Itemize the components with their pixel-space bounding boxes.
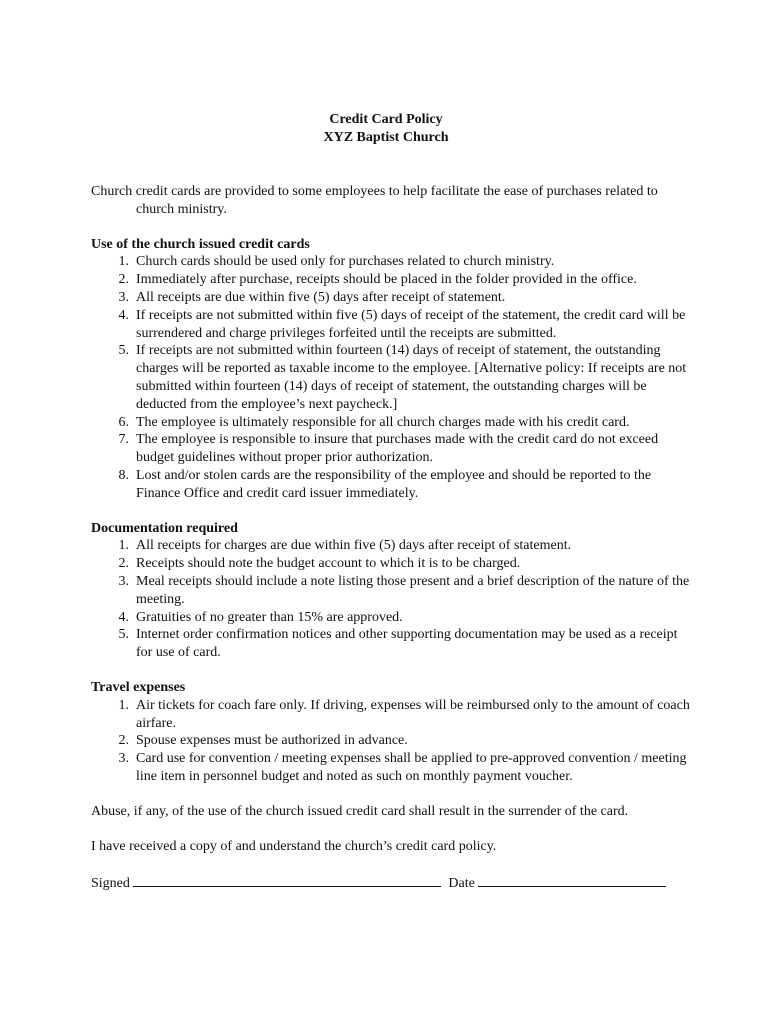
list-item: 6. The employee is ultimately responsible for all church charges made with his credit card. — [118, 414, 630, 430]
date-label: Date — [448, 876, 475, 892]
acknowledgement-paragraph: I have received a copy of and understand the church’s credit card policy. — [91, 838, 497, 854]
list-item: 5. Internet order confirmation notices and other supporting documentation may be used as a receipt for use of card. — [118, 627, 678, 661]
section-credit-card-use — [91, 236, 691, 503]
list-item: 1. Air tickets for coach fare only. If driving, expenses will be reimbursed only to the amount of coach airfare. — [118, 697, 690, 731]
policy-document — [91, 111, 691, 893]
section-heading: Travel expenses — [91, 679, 186, 695]
list-item: 1. Church cards should be used only for purchases related to church ministry. — [118, 254, 555, 270]
section-documentation — [91, 520, 691, 662]
numbered-list — [91, 253, 691, 502]
list-item: 4. If receipts are not submitted within five (5) days of receipt of the statement, the credit card will be surrendered and charge privileges forfeited until the receipts are submitted. — [118, 307, 686, 341]
list-item: 5. If receipts are not submitted within fourteen (14) days of receipt of statement, the outstanding charges will be reported as taxable income to the employee. [Alternative policy: If receipts are not submitted within fourteen (14) days of receipt of statement, the outstanding charges will be deducted from the employee’s next paycheck.] — [118, 343, 687, 412]
list-item: 2. Immediately after purchase, receipts should be placed in the folder provided in the office. — [118, 272, 637, 288]
section-travel-expenses — [91, 679, 691, 786]
signed-label: Signed — [91, 876, 130, 892]
document-title: Credit Card Policy — [329, 112, 443, 127]
section-heading: Documentation required — [91, 520, 238, 536]
list-item: 3. Card use for convention / meeting expenses shall be applied to pre-approved convention / meeting line item in personnel budget and noted as such on monthly payment voucher. — [118, 751, 687, 784]
list-item: 3. All receipts are due within five (5) days after receipt of statement. — [118, 289, 506, 305]
signature-field[interactable] — [133, 873, 441, 887]
list-item: 2. Spouse expenses must be authorized in advance. — [118, 733, 408, 749]
list-item: 2. Receipts should note the budget account to which it is to be charged. — [118, 556, 521, 572]
list-item: 4. Gratuities of no greater than 15% are approved. — [118, 609, 403, 625]
numbered-list — [91, 537, 691, 662]
list-item: 7. The employee is responsible to insure that purchases made with the credit card do not exceed budget guidelines without proper prior authorization. — [118, 432, 659, 466]
document-subtitle: XYZ Baptist Church — [323, 130, 449, 145]
intro-paragraph: Church credit cards are provided to some employees to help facilitate the ease of purchases related to church ministry. — [91, 184, 658, 217]
list-item: 8. Lost and/or stolen cards are the responsibility of the employee and should be reported to the Finance Office and credit card issuer immediately. — [118, 467, 652, 501]
signature-row — [91, 873, 691, 893]
list-item: 3. Meal receipts should include a note listing those present and a brief description of the nature of the meeting. — [118, 573, 690, 607]
title-block — [81, 111, 691, 147]
section-heading: Use of the church issued credit cards — [91, 236, 310, 252]
numbered-list — [91, 697, 691, 786]
date-field[interactable] — [478, 873, 666, 887]
abuse-paragraph: Abuse, if any, of the use of the church issued credit card shall result in the surrender of the card. — [91, 803, 629, 819]
list-item: 1. All receipts for charges are due within five (5) days after receipt of statement. — [118, 538, 572, 554]
